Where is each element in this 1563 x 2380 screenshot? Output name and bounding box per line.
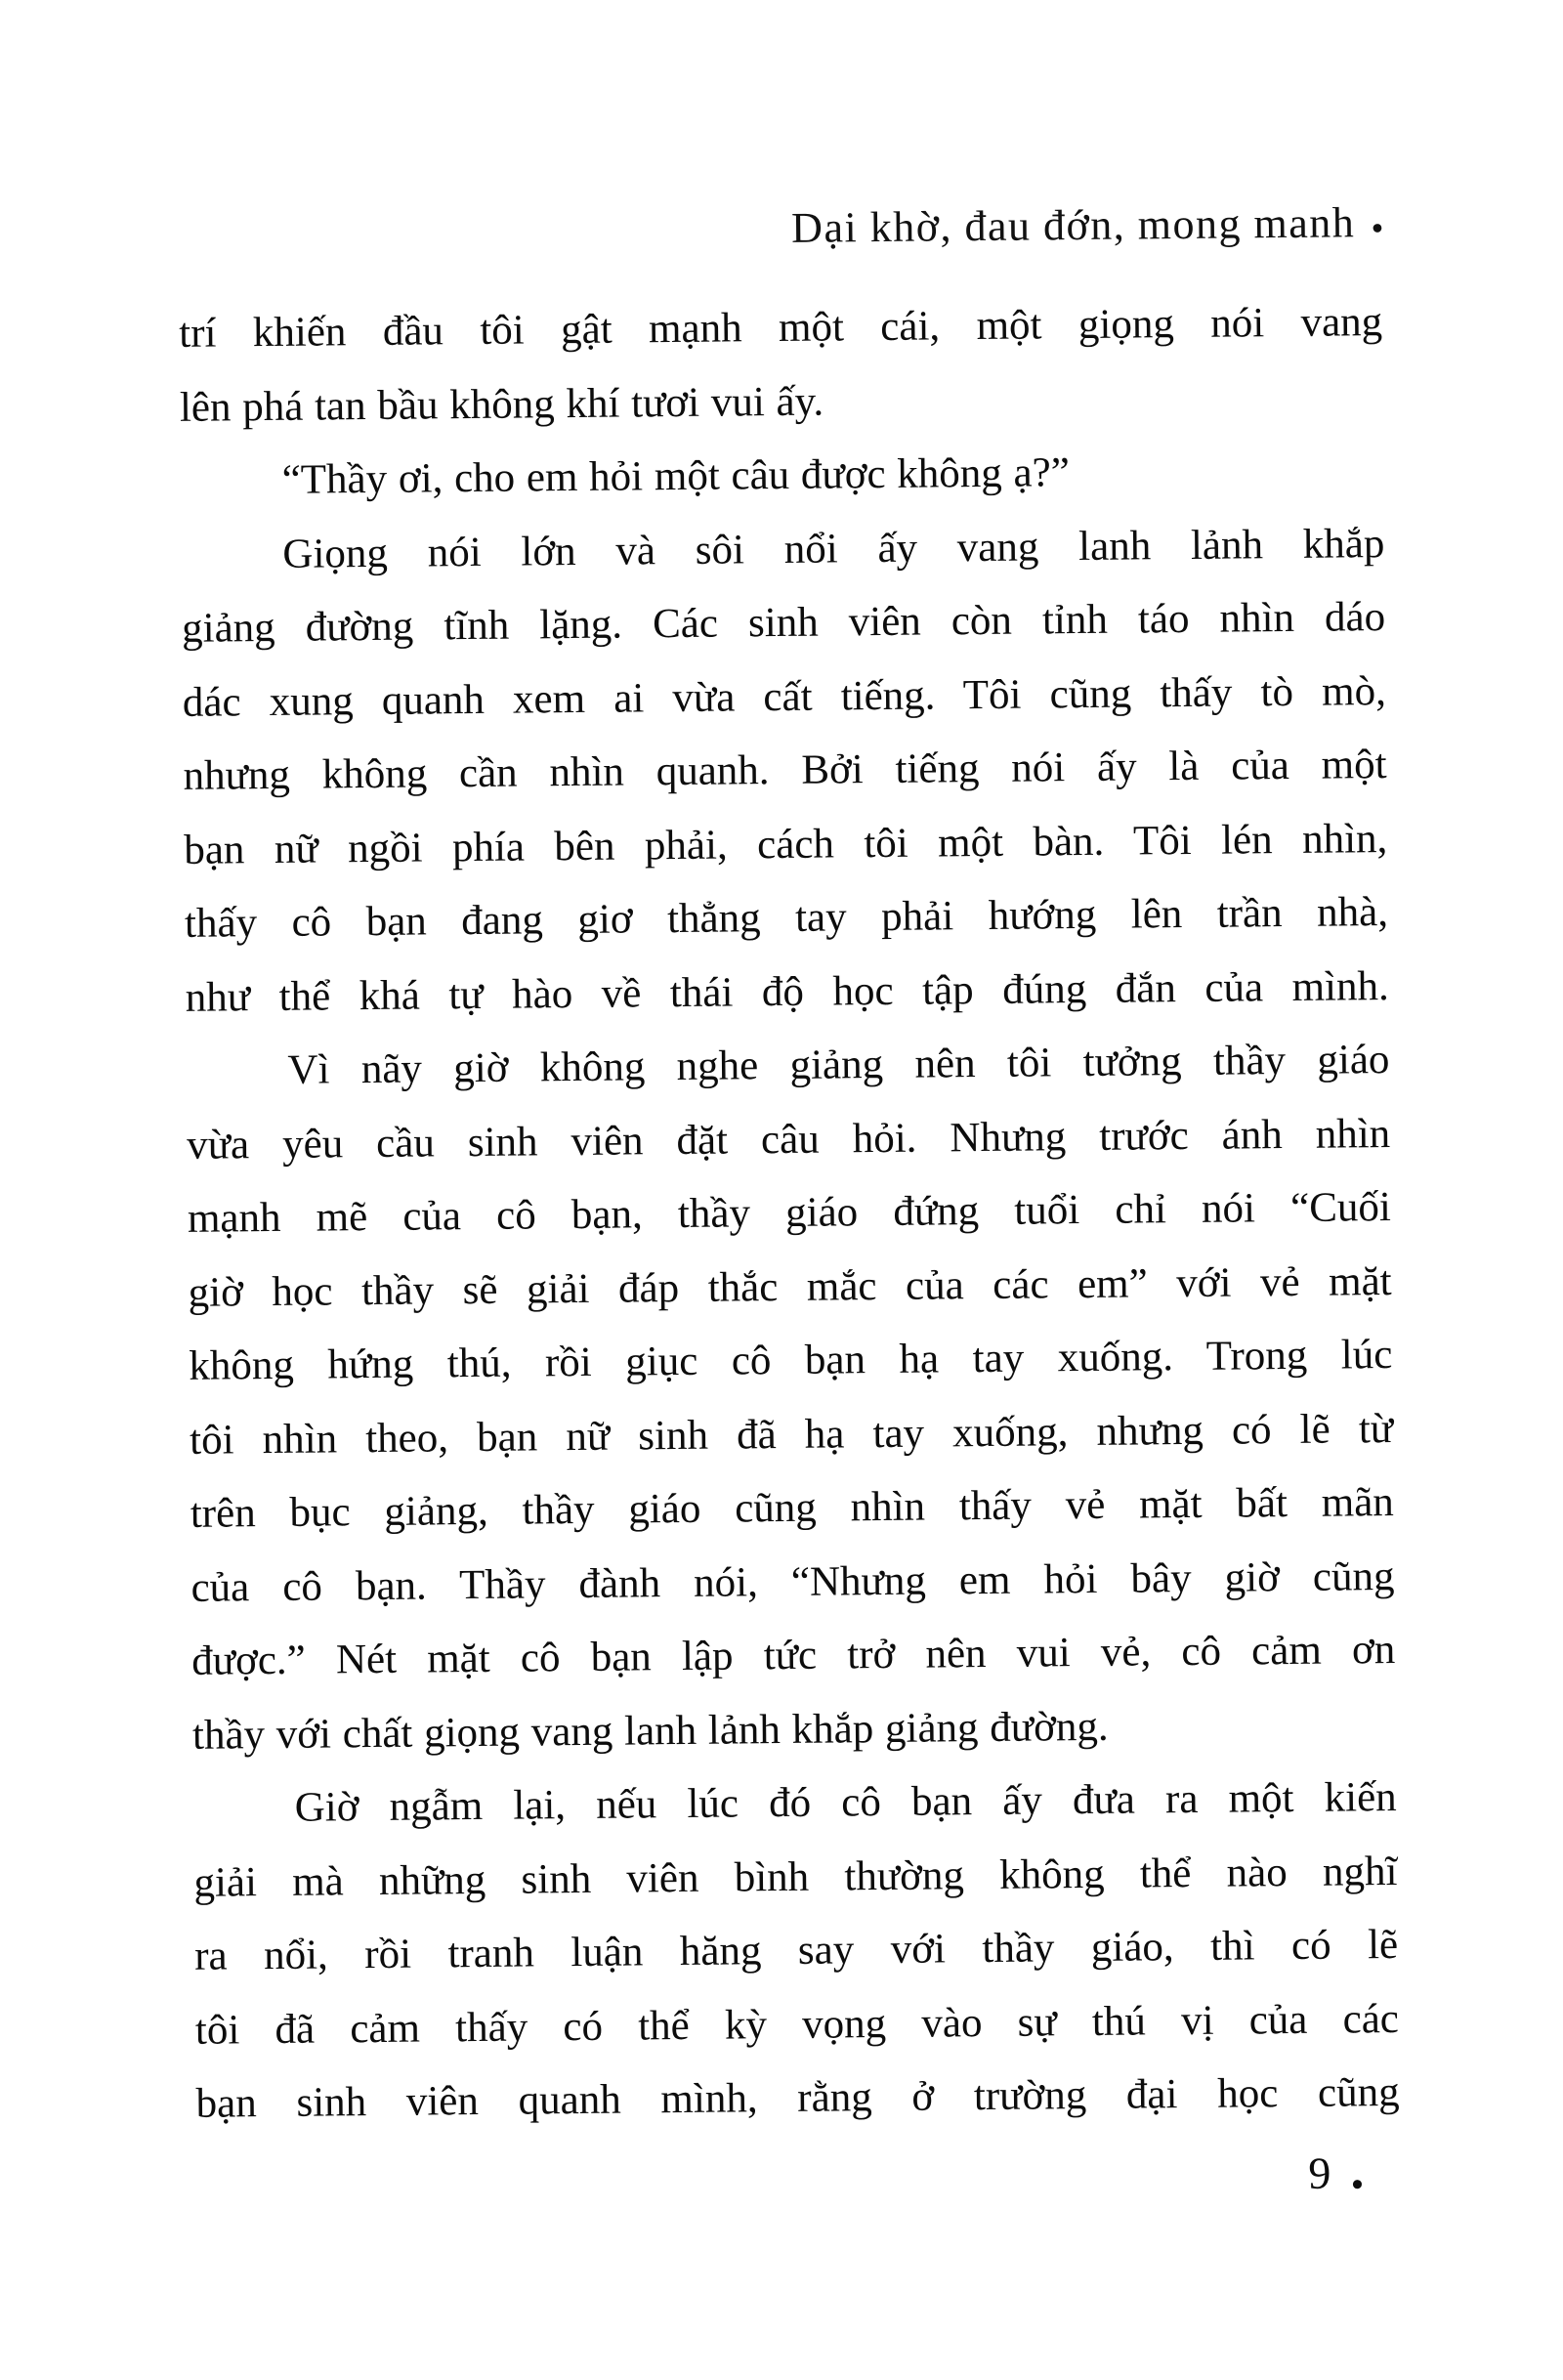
- text-line: thấy cô bạn đang giơ thẳng tay phải hướng lên trần nhà,: [184, 889, 1389, 947]
- text-line: bạn nữ ngồi phía bên phải, cách tôi một bàn. Tôi lén nhìn,: [184, 815, 1388, 873]
- text-line: bạn sinh viên quanh mình, rằng ở trường đại học cũng: [195, 2068, 1400, 2127]
- text-line: như thể khá tự hào về thái độ học tập đúng đắn của mình.: [185, 962, 1389, 1021]
- text-line: “Thầy ơi, cho em hỏi một câu được không ạ?”: [281, 449, 1071, 503]
- text-line: tôi nhìn theo, bạn nữ sinh đã hạ tay xuống, nhưng có lẽ từ: [189, 1405, 1394, 1464]
- text-line: Giờ ngẫm lại, nếu lúc đó cô bạn ấy đưa ra một kiến: [294, 1773, 1397, 1831]
- text-line: của cô bạn. Thầy đành nói, “Nhưng em hỏi bây giờ cũng: [190, 1552, 1395, 1611]
- text-line: lên phá tan bầu không khí tươi vui ấy.: [179, 378, 824, 431]
- text-line: giờ học thầy sẽ giải đáp thắc mắc của các em” với vẻ mặt: [188, 1257, 1392, 1316]
- body-text: [179, 285, 1400, 2141]
- text-line: thầy với chất giọng vang lanh lảnh khắp giảng đường.: [191, 1703, 1109, 1759]
- text-line: Giọng nói lớn và sôi nổi ấy vang lanh lảnh khắp: [282, 520, 1385, 577]
- text-line: được.” Nét mặt cô bạn lập tức trở nên vui vẻ, cô cảm ơn: [191, 1626, 1396, 1684]
- text-line: mạnh mẽ của cô bạn, thầy giáo đứng tuổi chỉ nói “Cuối: [187, 1184, 1392, 1242]
- text-line: Vì nãy giờ không nghe giảng nên tôi tưởng thầy giáo: [287, 1037, 1390, 1093]
- text-line: ra nổi, rồi tranh luận hăng say với thầy giáo, thì có lẽ: [193, 1921, 1399, 1979]
- text-line: tôi đã cảm thấy có thể kỳ vọng vào sự thú vị của các: [194, 1995, 1400, 2054]
- header-title: Dại khờ, đau đớn, mong manh: [790, 198, 1356, 252]
- text-line: giảng đường tĩnh lặng. Các sinh viên còn tỉnh táo nhìn dáo: [181, 594, 1386, 652]
- text-line: nhưng không cần nhìn quanh. Bởi tiếng nói ấy là của một: [183, 742, 1387, 799]
- text-line: trên bục giảng, thầy giáo cũng nhìn thấy vẻ mặt bất mãn: [190, 1478, 1395, 1537]
- running-header: [790, 185, 1386, 258]
- text-line: dác xung quanh xem ai vừa cất tiếng. Tôi cũng thấy tò mò,: [182, 667, 1387, 726]
- text-line: giải mà những sinh viên bình thường không thể nào nghĩ: [193, 1848, 1398, 1906]
- page-number-value: 9: [1308, 2147, 1331, 2198]
- text-line: trí khiến đầu tôi gật mạnh một cái, một giọng nói vang: [179, 299, 1383, 357]
- text-line: không hứng thú, rồi giục cô bạn hạ tay xuống. Trong lúc: [189, 1332, 1393, 1389]
- text-line: vừa yêu cầu sinh viên đặt câu hỏi. Nhưng trước ánh nhìn: [186, 1110, 1391, 1169]
- page-number: [1308, 2140, 1365, 2203]
